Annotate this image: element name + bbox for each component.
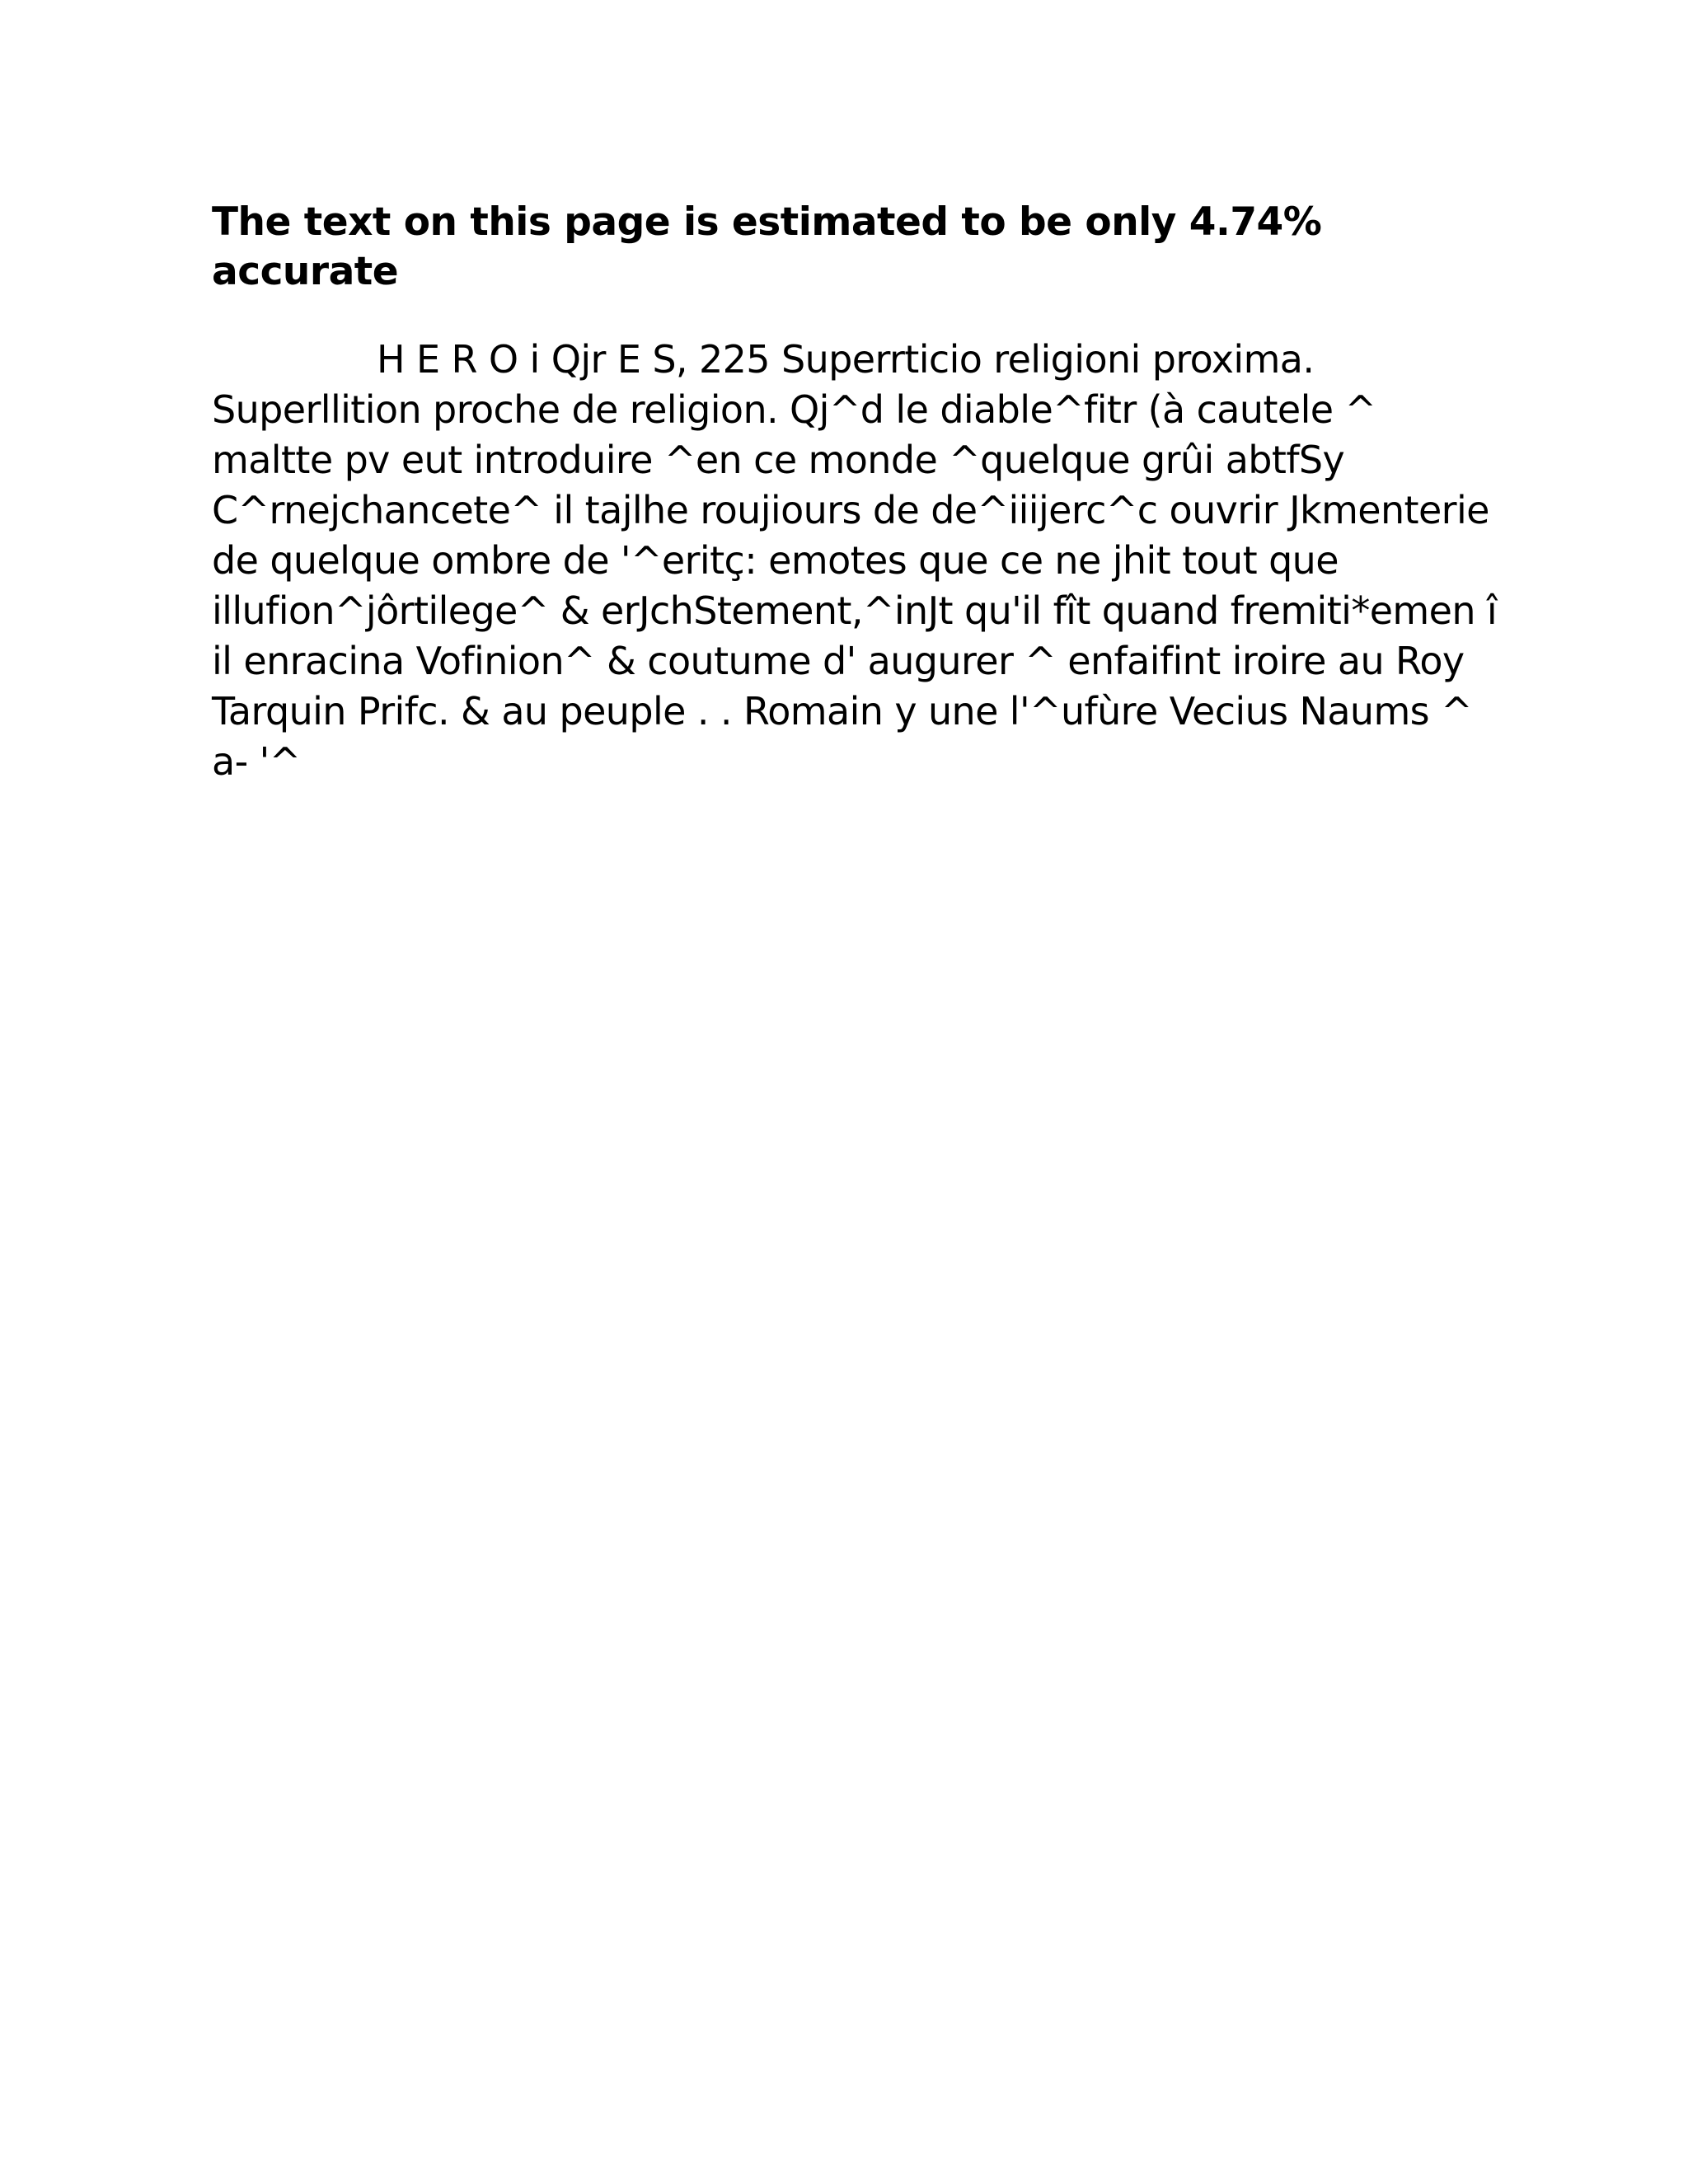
ocr-accuracy-heading: The text on this page is estimated to be only 4.74% accurate xyxy=(212,199,1322,294)
ocr-body-text: H E R O i Qjr E S, 225 Superrticio religioni proxima. Superllition proche de religion. Qj^d le diable^fitr (à cautele ^ maltte pv eut introduire ^en ce monde ^quelque grûi abtfSy C^rnejchancete^ il tajlhe roujiours de de^iiijerc^c ouvrir Jkmenterie de quelque ombre de '^eritç: emotes que ce ne jhit tout que illufion^jôrtilege^ & erJchStement,^inJt qu'il fît quand fremiti*emen î il enracina Vofinion^ & coutume d' augurer ^ enfaifint iroire au Roy Tarquin Prifc. & au peuple . . Romain y une l'^ufùre Vecius Naums ^ a- '^ xyxy=(212,337,1498,784)
page-content xyxy=(212,198,1498,787)
